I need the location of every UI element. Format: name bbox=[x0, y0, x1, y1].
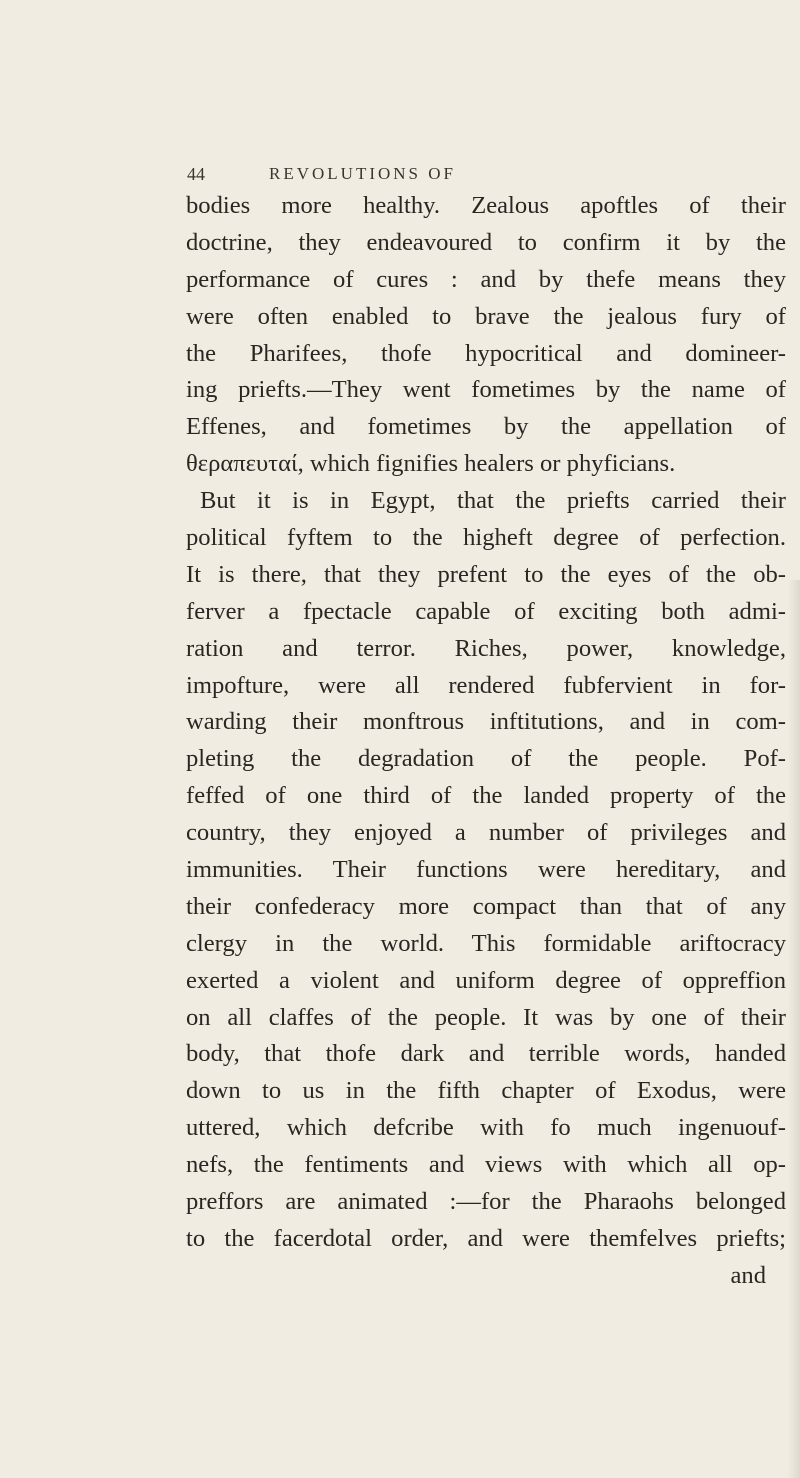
body-text bbox=[186, 188, 786, 1295]
text-line: pleting the degradation of the people. Pof- bbox=[186, 745, 786, 773]
text-line: performance of cures : and by thefe means they bbox=[186, 265, 786, 293]
text-line: ing priefts.—They went fometimes by the name of bbox=[186, 376, 786, 404]
text-line: exerted a violent and uniform degree of oppreffion bbox=[186, 966, 786, 994]
text-line: were often enabled to brave the jealous fury of bbox=[186, 302, 786, 330]
catchword: and bbox=[730, 1261, 766, 1289]
text-line: feffed of one third of the landed property of the bbox=[186, 782, 786, 810]
text-line: bodies more healthy. Zealous apoftles of their bbox=[186, 192, 786, 219]
text-line: immunities. Their functions were hereditary, and bbox=[186, 856, 786, 884]
text-line: the Pharifees, thofe hypocritical and domineer- bbox=[186, 339, 786, 367]
text-line: down to us in the fifth chapter of Exodus, were bbox=[186, 1077, 786, 1105]
text-line: clergy in the world. This formidable ariftocracy bbox=[186, 929, 786, 957]
text-line: nefs, the fentiments and views with which all op- bbox=[186, 1151, 786, 1179]
text-line: body, that thofe dark and terrible words, handed bbox=[186, 1040, 786, 1068]
text-line: doctrine, they endeavoured to confirm it by the bbox=[186, 228, 786, 256]
text-line: impofture, were all rendered fubfervient in for- bbox=[186, 671, 786, 699]
page-number: 44 bbox=[187, 164, 205, 184]
text-line: warding their monftrous inftitutions, and in com- bbox=[186, 708, 786, 736]
page-edge-shadow bbox=[788, 580, 800, 1478]
text-line: uttered, which defcribe with fo much ingenuouf- bbox=[186, 1114, 786, 1142]
text-line: θεραπευταί, which fignifies healers or phyficians. bbox=[186, 450, 676, 478]
text-line: country, they enjoyed a number of privileges and bbox=[186, 819, 786, 847]
text-line: to the facerdotal order, and were themfelves priefts; bbox=[186, 1224, 786, 1252]
text-line: It is there, that they prefent to the eyes of the ob- bbox=[186, 560, 786, 588]
text-line: But it is in Egypt, that the priefts carried their bbox=[200, 487, 786, 515]
text-line: preffors are animated :—for the Pharaohs belonged bbox=[186, 1188, 786, 1216]
text-line: political fyftem to the higheft degree of perfection. bbox=[186, 524, 786, 552]
text-line: Effenes, and fometimes by the appellation of bbox=[186, 413, 786, 441]
text-line: ration and terror. Riches, power, knowledge, bbox=[186, 634, 786, 662]
running-title: REVOLUTIONS OF bbox=[269, 164, 456, 183]
text-line: ferver a fpectacle capable of exciting both admi- bbox=[186, 597, 786, 625]
text-line: on all claffes of the people. It was by one of their bbox=[186, 1003, 786, 1031]
text-line: their confederacy more compact than that of any bbox=[186, 892, 786, 920]
